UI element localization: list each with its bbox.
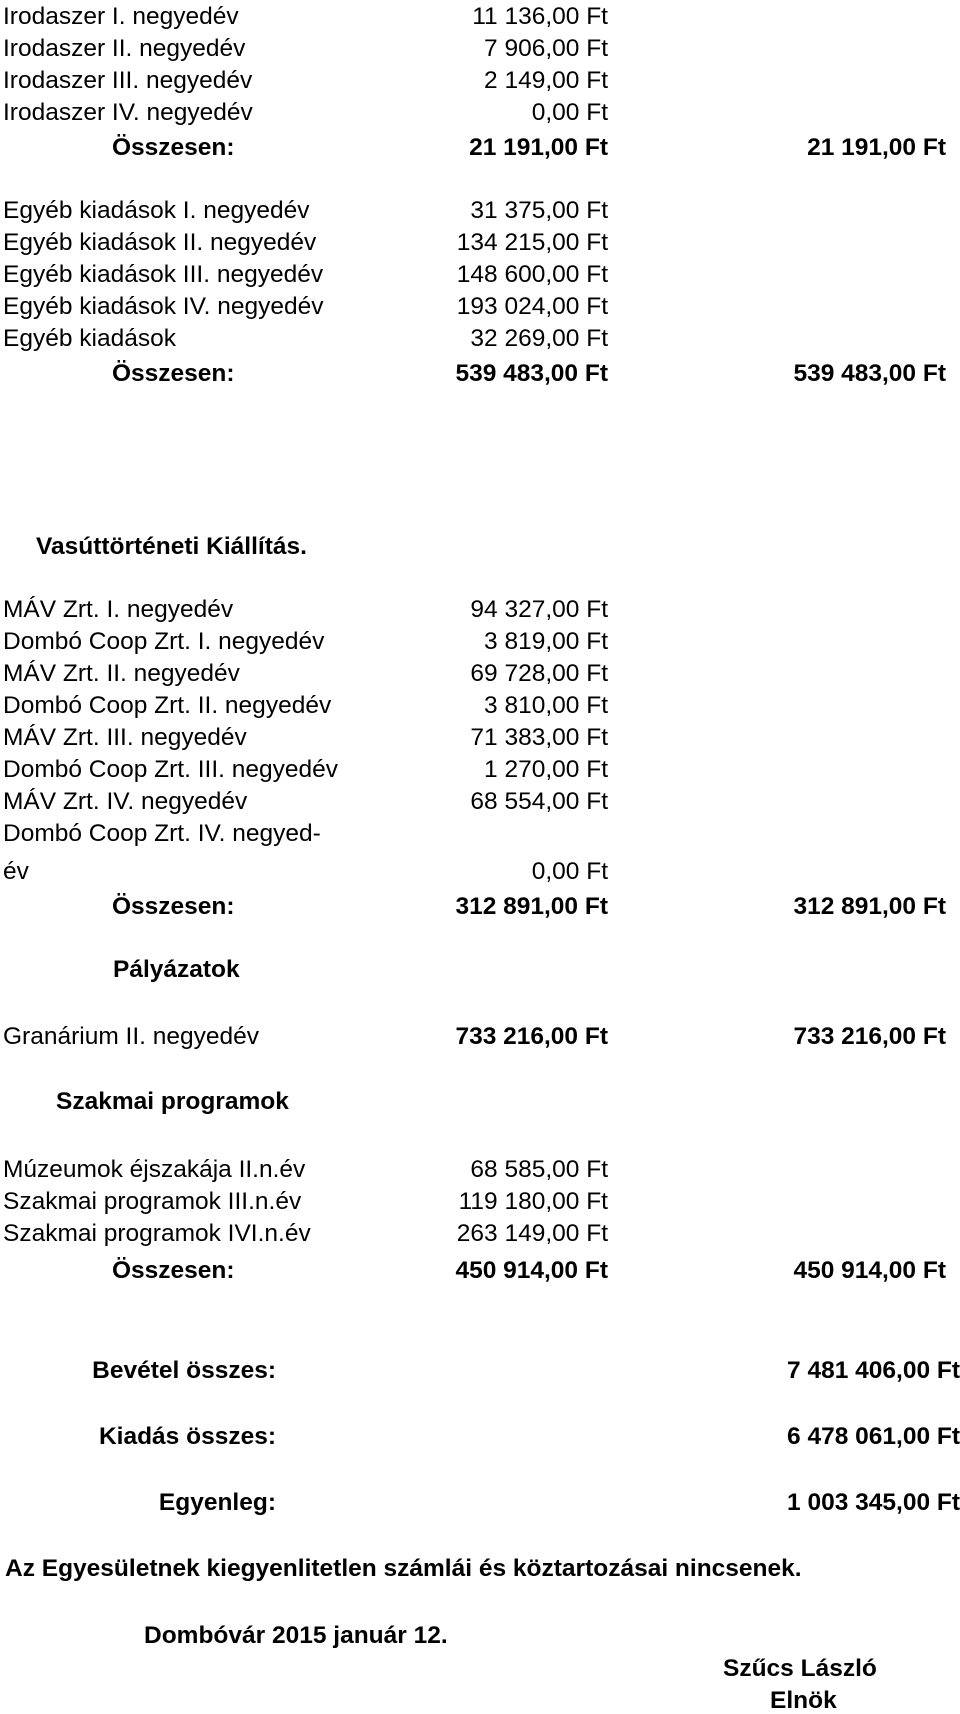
vasut-row-8-label: Dombó Coop Zrt. IV. negyed- bbox=[3, 820, 321, 847]
egyeb-row-2-label: Egyéb kiadások II. negyedév bbox=[3, 229, 317, 256]
irodaszer-row-3-label: Irodaszer III. negyedév bbox=[3, 67, 253, 94]
vasut-row-7-value: 68 554,00 Ft bbox=[470, 788, 608, 815]
summary-balance-label: Egyenleg: bbox=[158, 1489, 276, 1516]
vasut-row-8-value: 0,00 Ft bbox=[531, 858, 608, 885]
vasut-row-5-value: 71 383,00 Ft bbox=[470, 724, 608, 751]
vasut-row-6-value: 1 270,00 Ft bbox=[484, 756, 608, 783]
egyeb-row-1-value: 31 375,00 Ft bbox=[470, 197, 608, 224]
vasut-row-1-label: MÁV Zrt. I. negyedév bbox=[3, 596, 234, 623]
summary-expense-value: 6 478 061,00 Ft bbox=[787, 1423, 960, 1450]
egyeb-row-3-value: 148 600,00 Ft bbox=[456, 261, 608, 288]
vasut-row-4-label: Dombó Coop Zrt. II. negyedév bbox=[3, 692, 332, 719]
szakmai-row-2-value: 119 180,00 Ft bbox=[458, 1188, 608, 1215]
szakmai-row-1-value: 68 585,00 Ft bbox=[470, 1156, 608, 1183]
vasut-total-value-2: 312 891,00 Ft bbox=[793, 893, 946, 920]
vasut-row-3-value: 69 728,00 Ft bbox=[470, 660, 608, 687]
egyeb-row-1-label: Egyéb kiadások I. negyedév bbox=[3, 197, 310, 224]
szakmai-total-value: 450 914,00 Ft bbox=[455, 1257, 608, 1284]
szakmai-row-3-value: 263 149,00 Ft bbox=[456, 1220, 608, 1247]
egyeb-total-value-2: 539 483,00 Ft bbox=[793, 360, 946, 387]
egyeb-row-3-label: Egyéb kiadások III. negyedév bbox=[3, 261, 324, 288]
statement-text: Az Egyesületnek kiegyenlitetlen számlái és köztartozásai nincsenek. bbox=[5, 1555, 802, 1582]
palyazatok-row-value-2: 733 216,00 Ft bbox=[793, 1023, 946, 1050]
szakmai-total-label: Összesen: bbox=[112, 1257, 235, 1284]
irodaszer-row-1-label: Irodaszer I. negyedév bbox=[3, 3, 239, 30]
vasut-row-6-label: Dombó Coop Zrt. III. negyedév bbox=[3, 756, 338, 783]
szakmai-section-title: Szakmai programok bbox=[56, 1088, 289, 1115]
egyeb-total-value: 539 483,00 Ft bbox=[455, 360, 608, 387]
szakmai-row-2-label: Szakmai programok III.n.év bbox=[3, 1188, 302, 1215]
irodaszer-total-value-2: 21 191,00 Ft bbox=[807, 134, 946, 161]
vasut-row-2-label: Dombó Coop Zrt. I. negyedév bbox=[3, 628, 325, 655]
palyazatok-row-value: 733 216,00 Ft bbox=[455, 1023, 608, 1050]
egyeb-total-label: Összesen: bbox=[112, 360, 235, 387]
vasut-row-8-label-cont: év bbox=[3, 858, 29, 885]
palyazatok-section-title: Pályázatok bbox=[113, 956, 240, 983]
irodaszer-row-2-label: Irodaszer II. negyedév bbox=[3, 35, 246, 62]
vasut-row-3-label: MÁV Zrt. II. negyedév bbox=[3, 660, 240, 687]
egyeb-row-5-label: Egyéb kiadások bbox=[3, 325, 176, 352]
vasut-section-title: Vasúttörténeti Kiállítás. bbox=[36, 533, 307, 560]
vasut-row-1-value: 94 327,00 Ft bbox=[470, 596, 608, 623]
vasut-row-5-label: MÁV Zrt. III. negyedév bbox=[3, 724, 247, 751]
irodaszer-row-4-label: Irodaszer IV. negyedév bbox=[3, 99, 253, 126]
signature-name: Szűcs László bbox=[723, 1655, 877, 1682]
egyeb-row-4-label: Egyéb kiadások IV. negyedév bbox=[3, 293, 324, 320]
place-date: Dombóvár 2015 január 12. bbox=[144, 1622, 448, 1649]
irodaszer-row-3-value: 2 149,00 Ft bbox=[484, 67, 608, 94]
irodaszer-row-4-value: 0,00 Ft bbox=[531, 99, 608, 126]
summary-balance-value: 1 003 345,00 Ft bbox=[787, 1489, 960, 1516]
vasut-row-2-value: 3 819,00 Ft bbox=[484, 628, 608, 655]
palyazatok-row-label: Granárium II. negyedév bbox=[3, 1023, 260, 1050]
szakmai-row-3-label: Szakmai programok IVI.n.év bbox=[3, 1220, 311, 1247]
vasut-total-label: Összesen: bbox=[112, 893, 235, 920]
egyeb-row-2-value: 134 215,00 Ft bbox=[456, 229, 608, 256]
szakmai-total-value-2: 450 914,00 Ft bbox=[793, 1257, 946, 1284]
summary-income-label: Bevétel összes: bbox=[92, 1357, 276, 1384]
summary-income-value: 7 481 406,00 Ft bbox=[787, 1357, 960, 1384]
vasut-total-value: 312 891,00 Ft bbox=[455, 893, 608, 920]
irodaszer-total-value: 21 191,00 Ft bbox=[469, 134, 608, 161]
signature-title: Elnök bbox=[770, 1687, 837, 1714]
summary-expense-label: Kiadás összes: bbox=[98, 1423, 276, 1450]
irodaszer-total-label: Összesen: bbox=[112, 134, 235, 161]
szakmai-row-1-label: Múzeumok éjszakája II.n.év bbox=[3, 1156, 306, 1183]
egyeb-row-5-value: 32 269,00 Ft bbox=[470, 325, 608, 352]
irodaszer-row-1-value: 11 136,00 Ft bbox=[472, 3, 608, 30]
vasut-row-4-value: 3 810,00 Ft bbox=[484, 692, 608, 719]
vasut-row-7-label: MÁV Zrt. IV. negyedév bbox=[3, 788, 248, 815]
irodaszer-row-2-value: 7 906,00 Ft bbox=[484, 35, 608, 62]
egyeb-row-4-value: 193 024,00 Ft bbox=[456, 293, 608, 320]
